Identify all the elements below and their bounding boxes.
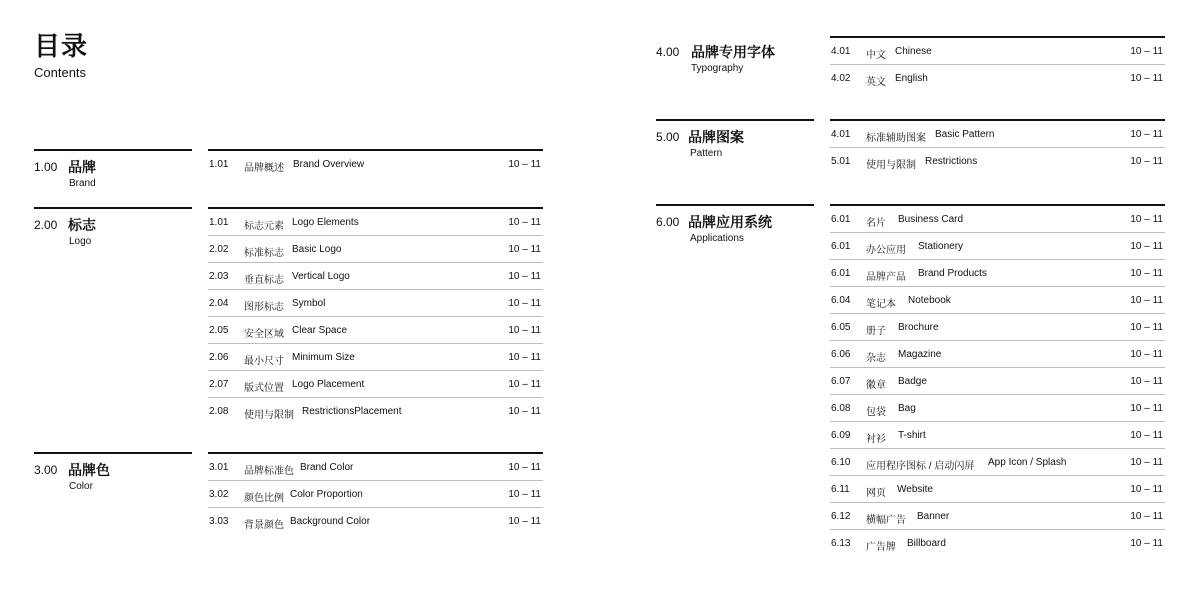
- entry-pages: 10 – 11: [1130, 156, 1163, 167]
- entry-number: 6.01: [831, 214, 851, 225]
- entry-number: 6.05: [831, 322, 851, 333]
- entry-pages: 10 – 11: [1130, 484, 1163, 495]
- page-title: 目录: [34, 31, 89, 61]
- entry-pages: 10 – 11: [508, 217, 541, 228]
- entry-pages: 10 – 11: [1130, 73, 1163, 84]
- entry-pages: 10 – 11: [508, 379, 541, 390]
- section-header: [34, 452, 192, 492]
- toc-entry[interactable]: [830, 148, 1165, 174]
- section-items: [208, 149, 543, 177]
- entry-title-zh: 品牌标准色: [244, 466, 294, 477]
- entry-title-en: Stationery: [918, 241, 964, 252]
- entry-pages: 10 – 11: [1130, 538, 1163, 549]
- section-header: [34, 207, 192, 247]
- toc-entry[interactable]: [208, 454, 543, 481]
- toc-entry[interactable]: [208, 290, 543, 317]
- entry-title-en: Billboard: [907, 538, 946, 549]
- toc-entry[interactable]: [830, 503, 1165, 530]
- section-items: [830, 36, 1165, 91]
- toc-entry[interactable]: [208, 317, 543, 344]
- entry-number: 6.07: [831, 376, 851, 387]
- entry-number: 4.01: [831, 129, 851, 140]
- entry-title-en: Brand Overview: [293, 159, 365, 170]
- section-title-zh: 品牌专用字体: [691, 44, 775, 60]
- entry-title-zh: 最小尺寸: [244, 356, 284, 367]
- entry-pages: 10 – 11: [508, 352, 541, 363]
- section-title-zh: 品牌图案: [688, 129, 744, 145]
- entry-number: 3.01: [209, 462, 229, 473]
- toc-entry[interactable]: [208, 398, 543, 424]
- entry-pages: 10 – 11: [1130, 129, 1163, 140]
- entry-pages: 10 – 11: [1130, 430, 1163, 441]
- entry-pages: 10 – 11: [1130, 241, 1163, 252]
- section-title-en: Brand: [69, 178, 96, 189]
- entry-title-en: Badge: [898, 376, 927, 387]
- entry-number: 6.01: [831, 241, 851, 252]
- entry-number: 2.08: [209, 406, 229, 417]
- entry-pages: 10 – 11: [508, 298, 541, 309]
- toc-entry[interactable]: [830, 395, 1165, 422]
- entry-title-zh: 安全区域: [244, 329, 284, 340]
- entry-title-en: Brochure: [898, 322, 939, 333]
- section-header: [656, 119, 814, 159]
- section-number: 2.00: [34, 218, 58, 232]
- entry-title-zh: 使用与限制: [866, 160, 916, 171]
- entry-title-en: Brand Products: [918, 268, 987, 279]
- section-number: 6.00: [656, 215, 680, 229]
- section-items: [830, 204, 1165, 556]
- entry-title-zh: 颜色比例: [244, 493, 284, 504]
- entry-number: 1.01: [209, 159, 229, 170]
- entry-title-zh: 名片: [866, 218, 886, 229]
- section-title-zh: 品牌: [68, 159, 96, 175]
- entry-number: 6.08: [831, 403, 851, 414]
- entry-number: 3.02: [209, 489, 229, 500]
- entry-pages: 10 – 11: [1130, 268, 1163, 279]
- entry-number: 6.13: [831, 538, 851, 549]
- entry-title-en: Vertical Logo: [292, 271, 350, 282]
- entry-title-zh: 中文: [866, 50, 886, 61]
- entry-title-zh: 包袋: [866, 407, 886, 418]
- entry-title-zh: 横幅广告: [866, 515, 906, 526]
- toc-entry[interactable]: [830, 121, 1165, 148]
- entry-title-en: Brand Color: [300, 462, 354, 473]
- entry-title-en: Clear Space: [292, 325, 348, 336]
- entry-title-zh: 笔记本: [866, 299, 896, 310]
- entry-title-en: Logo Placement: [292, 379, 365, 390]
- toc-entry[interactable]: [830, 476, 1165, 503]
- entry-number: 4.02: [831, 73, 851, 84]
- entry-pages: 10 – 11: [1130, 46, 1163, 57]
- entry-number: 6.12: [831, 511, 851, 522]
- entry-title-en: Website: [897, 484, 933, 495]
- entry-title-zh: 杂志: [866, 353, 886, 364]
- entry-pages: 10 – 11: [1130, 511, 1163, 522]
- entry-pages: 10 – 11: [508, 325, 541, 336]
- entry-pages: 10 – 11: [508, 406, 541, 417]
- entry-title-zh: 册子: [866, 326, 886, 337]
- entry-pages: 10 – 11: [508, 462, 541, 473]
- entry-pages: 10 – 11: [1130, 214, 1163, 225]
- entry-pages: 10 – 11: [1130, 403, 1163, 414]
- section-title-en: Pattern: [690, 148, 723, 159]
- entry-title-en: Bag: [898, 403, 916, 414]
- entry-pages: 10 – 11: [508, 244, 541, 255]
- section-title-en: Applications: [690, 233, 744, 244]
- entry-pages: 10 – 11: [508, 159, 541, 170]
- section-items: [830, 119, 1165, 174]
- entry-number: 6.04: [831, 295, 851, 306]
- entry-title-zh: 使用与限制: [244, 410, 294, 421]
- entry-pages: 10 – 11: [508, 516, 541, 527]
- entry-title-zh: 标志元素: [244, 221, 284, 232]
- toc-entry[interactable]: [830, 449, 1165, 476]
- entry-pages: 10 – 11: [1130, 376, 1163, 387]
- entry-title-en: Basic Logo: [292, 244, 342, 255]
- section-title-zh: 品牌应用系统: [688, 214, 772, 230]
- entry-number: 1.01: [209, 217, 229, 228]
- section-title-en: Logo: [69, 236, 92, 247]
- entry-title-zh: 网页: [866, 488, 886, 499]
- toc-entry[interactable]: [830, 206, 1165, 233]
- entry-title-en: Notebook: [908, 295, 951, 306]
- entry-title-en: Business Card: [898, 214, 964, 225]
- section-title-en: Typography: [691, 63, 744, 74]
- toc-entry[interactable]: [830, 341, 1165, 368]
- entry-title-zh: 图形标志: [244, 302, 284, 313]
- section-title-en: Color: [69, 481, 93, 492]
- toc-entry[interactable]: [208, 371, 543, 398]
- entry-title-zh: 品牌概述: [244, 163, 284, 174]
- entry-title-en: Logo Elements: [292, 217, 359, 228]
- entry-title-en: Chinese: [895, 46, 932, 57]
- entry-number: 6.11: [831, 484, 850, 495]
- page-subtitle: Contents: [34, 65, 87, 80]
- entry-number: 6.09: [831, 430, 851, 441]
- entry-title-en: Restrictions: [925, 156, 978, 167]
- entry-number: 6.01: [831, 268, 851, 279]
- section-title-zh: 标志: [68, 217, 96, 233]
- entry-title-zh: 广告牌: [866, 542, 896, 553]
- entry-title-en: English: [895, 73, 928, 84]
- entry-title-en: T-shirt: [898, 430, 926, 441]
- entry-title-zh: 标准辅助图案: [866, 133, 926, 144]
- entry-title-en: Basic Pattern: [935, 129, 995, 140]
- entry-title-zh: 品牌产品: [866, 272, 906, 283]
- entry-title-en: Background Color: [290, 516, 371, 527]
- toc-entry[interactable]: [830, 368, 1165, 395]
- entry-pages: 10 – 11: [1130, 457, 1163, 468]
- toc-entry[interactable]: [830, 287, 1165, 314]
- toc-entry[interactable]: [830, 530, 1165, 556]
- toc-entry[interactable]: [830, 233, 1165, 260]
- section-title-zh: 品牌色: [68, 462, 110, 478]
- entry-number: 6.06: [831, 349, 851, 360]
- entry-title-zh: 版式位置: [244, 383, 284, 394]
- toc-entry[interactable]: [208, 263, 543, 290]
- entry-number: 6.10: [831, 457, 851, 468]
- section-items: [208, 207, 543, 424]
- entry-title-zh: 徽章: [866, 380, 886, 391]
- section-number: 3.00: [34, 463, 58, 477]
- entry-title-en: Banner: [917, 511, 950, 522]
- toc-entry[interactable]: [208, 508, 543, 534]
- toc-entry[interactable]: [208, 481, 543, 508]
- entry-title-en: Minimum Size: [292, 352, 355, 363]
- section-number: 4.00: [656, 45, 680, 59]
- entry-pages: 10 – 11: [1130, 322, 1163, 333]
- section-header: [656, 204, 814, 244]
- entry-title-zh: 衬衫: [866, 434, 886, 445]
- toc-entry[interactable]: [208, 344, 543, 371]
- entry-number: 2.03: [209, 271, 229, 282]
- entry-pages: 10 – 11: [1130, 295, 1163, 306]
- toc-entry[interactable]: [208, 236, 543, 263]
- entry-number: 2.06: [209, 352, 229, 363]
- toc-entry[interactable]: [830, 314, 1165, 341]
- entry-pages: 10 – 11: [508, 489, 541, 500]
- entry-title-zh: 背景颜色: [244, 520, 284, 531]
- toc-entry[interactable]: [830, 65, 1165, 91]
- entry-title-zh: 标准标志: [244, 248, 284, 259]
- entry-title-zh: 办公应用: [866, 245, 906, 256]
- section-number: 1.00: [34, 160, 58, 174]
- entry-pages: 10 – 11: [508, 271, 541, 282]
- toc-entry[interactable]: [208, 209, 543, 236]
- entry-pages: 10 – 11: [1130, 349, 1163, 360]
- entry-title-en: RestrictionsPlacement: [302, 406, 402, 417]
- section-items: [208, 452, 543, 534]
- entry-title-zh: 英文: [866, 77, 886, 88]
- entry-number: 2.05: [209, 325, 229, 336]
- toc-entry[interactable]: [208, 151, 543, 177]
- toc-entry[interactable]: [830, 38, 1165, 65]
- entry-title-en: Color Proportion: [290, 489, 363, 500]
- entry-title-zh: 垂直标志: [244, 275, 284, 286]
- entry-number: 2.07: [209, 379, 229, 390]
- contents-title-block: [34, 30, 88, 82]
- toc-entry[interactable]: [830, 422, 1165, 449]
- toc-entry[interactable]: [830, 260, 1165, 287]
- entry-number: 3.03: [209, 516, 229, 527]
- entry-number: 5.01: [831, 156, 851, 167]
- entry-title-en: Magazine: [898, 349, 942, 360]
- section-number: 5.00: [656, 130, 680, 144]
- entry-title-zh: 应用程序图标 / 启动闪屏: [866, 461, 975, 472]
- section-header: [34, 149, 192, 189]
- entry-number: 2.02: [209, 244, 229, 255]
- entry-title-en: Symbol: [292, 298, 326, 309]
- entry-number: 2.04: [209, 298, 229, 309]
- entry-title-en: App Icon / Splash: [988, 457, 1067, 468]
- entry-number: 4.01: [831, 46, 851, 57]
